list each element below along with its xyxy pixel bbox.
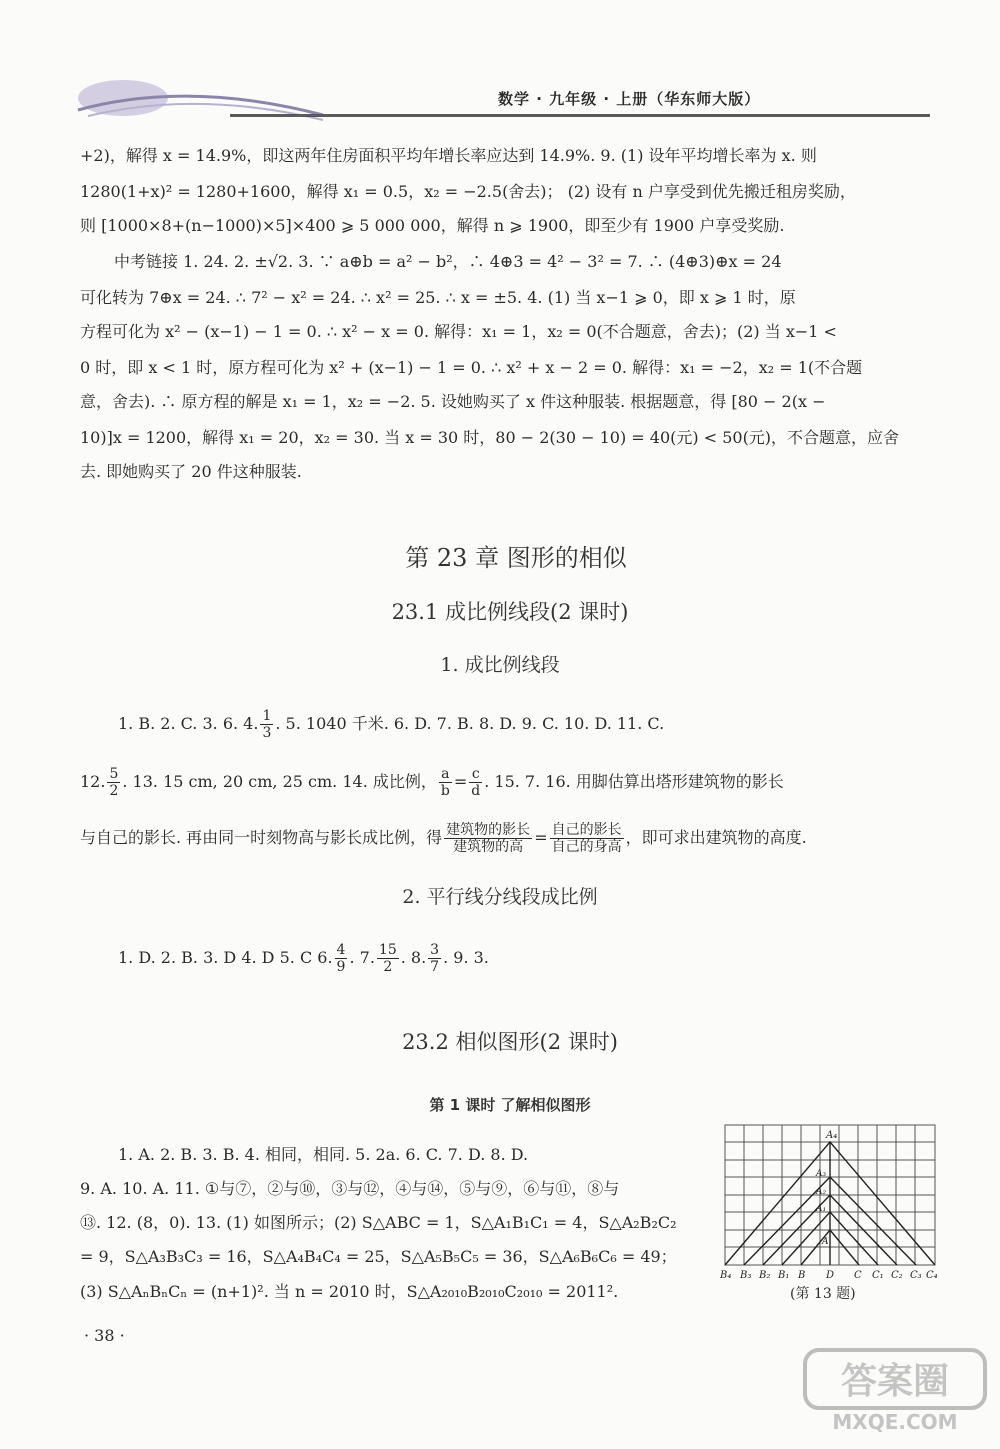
answer-line: ⑬. 12. (8，0). 13. (1) 如图所示；(2) S△ABC = 1，S△A₁B₁C₁ = 4，S△A₂B₂C₂ (80, 1213, 677, 1232)
label-b2: B₂ (759, 1270, 771, 1280)
grid-triangle-figure (720, 1120, 942, 1280)
fraction: $\frac{5}{2}$ (109, 766, 119, 799)
fraction: $\frac{3}{7}$ (430, 942, 440, 975)
header-rule (230, 114, 930, 117)
label-c2: C₂ (891, 1270, 903, 1280)
label-a: A (822, 1237, 829, 1247)
answer-line: 1. A. 2. B. 3. B. 4. 相同，相同. 5. 2a. 6. C. 7. D. 8. D. (118, 1145, 529, 1164)
text-line: 意，舍去). ∴ 原方程的解是 x₁ = 1，x₂ = −2. 5. 设她购买了 x 件这种服装. 根据题意，得 [80 − 2(x − (80, 392, 826, 411)
fraction: $\frac{a}{b}$ (440, 766, 450, 799)
answer-line: (3) S△AₙBₙCₙ = (n+1)². 当 n = 2010 时，S△A₂₀₁₀B₂₀₁₀C₂₀₁₀ = 2011². (80, 1282, 619, 1301)
label-d: D (826, 1270, 835, 1280)
svg-text:MXQE.COM: MXQE.COM (832, 1410, 958, 1434)
lesson-title: 第 1 课时 了解相似图形 (429, 1096, 591, 1114)
text-line: 去. 即她购买了 20 件这种服装. (80, 462, 302, 481)
fraction: $\frac{1}{3}$ (262, 708, 272, 741)
label-a3: A₃ (816, 1169, 827, 1179)
section-title-23-1: 23.1 成比例线段(2 课时) (391, 600, 629, 624)
label-a4: A₄ (826, 1130, 838, 1141)
fraction: $\frac{\text{自己的影长}}{\text{自己的身高}}$ (551, 822, 622, 855)
fraction: $\frac{\text{建筑物的影长}}{\text{建筑物的高}}$ (446, 822, 531, 855)
label-b1: B₁ (778, 1270, 790, 1280)
fraction: $\frac{4}{9}$ (336, 942, 346, 975)
figure-caption: (第 13 题) (790, 1286, 856, 1302)
label-b: B (798, 1270, 806, 1280)
answer-line: 1. B. 2. C. 3. 6. 4. $\frac{1}{3}$ . 5. 1040 千米. 6. D. 7. B. 8. D. 9. C. 10. D. 11. C. (118, 708, 665, 741)
chapter-title: 第 23 章 图形的相似 (405, 544, 627, 572)
answer-line: 与自己的影长. 再由同一时刻物高与影长成比例，得 $\frac{\text{建筑物的影长}}{\text{建筑物的高}}$ = $\frac{\text{自己的影长}}{\text{自己的身高}}$ ，即可求出建筑物的高度. (80, 822, 807, 855)
label-b4: B₄ (720, 1270, 732, 1280)
label-a1: A₁ (816, 1204, 827, 1214)
text-line: 1280(1+x)² = 1280+1600，解得 x₁ = 0.5，x₂ = −2.5(舍去)； (2) 设有 n 户享受到优先搬迁租房奖励， (80, 182, 856, 201)
text-line: 则 [1000×8+(n−1000)×5]×400 ⩾ 5 000 000，解得 n ⩾ 1900，即至少有 1900 户享受奖励. (80, 216, 785, 235)
text-line: 可化转为 7⊕x = 24. ∴ 7² − x² = 24. ∴ x² = 25. ∴ x = ±5. 4. (1) 当 x−1 ⩾ 0，即 x ⩾ 1 时，原 (80, 288, 796, 307)
text-line: 方程可化为 x² − (x−1) − 1 = 0. ∴ x² − x = 0. 解得：x₁ = 1，x₂ = 0(不合题意，舍去)；(2) 当 x−1 < (80, 322, 837, 341)
watermark-logo (800, 1345, 990, 1435)
label-c3: C₃ (910, 1270, 922, 1280)
label-c: C (854, 1270, 862, 1280)
label-c4: C₄ (926, 1270, 938, 1280)
subsection-title-2: 2. 平行线分线段成比例 (402, 886, 598, 908)
answer-line: 12. $\frac{5}{2}$ . 13. 15 cm, 20 cm, 25 cm. 14. 成比例， $\frac{a}{b}$ = $\frac{c}{d}$ . 15. 7. 16. 用脚估算出塔形建筑物的影长 (80, 766, 784, 799)
label-b3: B₃ (740, 1270, 752, 1280)
section-title-23-2: 23.2 相似图形(2 课时) (402, 1030, 618, 1054)
page-number: · 38 · (84, 1326, 125, 1345)
answer-line: = 9，S△A₃B₃C₃ = 16，S△A₄B₄C₄ = 25，S△A₅B₅C₅ = 36，S△A₆B₆C₆ = 49； (80, 1247, 677, 1266)
fraction: $\frac{15}{2}$ (378, 942, 397, 975)
subsection-title-1: 1. 成比例线段 (440, 654, 560, 676)
label-c1: C₁ (872, 1270, 884, 1280)
text-line: +2)，解得 x = 14.9%，即这两年住房面积平均年增长率应达到 14.9%. 9. (1) 设年平均增长率为 x. 则 (80, 146, 817, 165)
header-title: 数学 · 九年级 · 上册（华东师大版） (498, 90, 761, 108)
svg-text:答案圈: 答案圈 (840, 1361, 950, 1402)
answer-line: 1. D. 2. B. 3. D 4. D 5. C 6. $\frac{4}{9}$ . 7. $\frac{15}{2}$ . 8. $\frac{3}{7}$ . 9. 3. (118, 942, 489, 975)
label-a2: A₂ (816, 1187, 827, 1197)
header-logo-swoosh (68, 70, 328, 130)
text-line: 10)]x = 1200，解得 x₁ = 20，x₂ = 30. 当 x = 30 时，80 − 2(30 − 10) = 40(元) < 50(元)，不合题意，应舍 (80, 428, 900, 447)
text-line: 0 时，即 x < 1 时，原方程可化为 x² + (x−1) − 1 = 0. ∴ x² + x − 2 = 0. 解得：x₁ = −2，x₂ = 1(不合题 (80, 358, 863, 377)
answer-line: 9. A. 10. A. 11. ①与⑦，②与⑩，③与⑫，④与⑭，⑤与⑨，⑥与⑪，⑧与 (80, 1179, 620, 1198)
fraction: $\frac{c}{d}$ (471, 766, 481, 799)
text-line: 中考链接 1. 24. 2. ±√2. 3. ∵ a⊕b = a² − b²，∴ 4⊕3 = 4² − 3² = 7. ∴ (4⊕3)⊕x = 24 (114, 252, 782, 271)
